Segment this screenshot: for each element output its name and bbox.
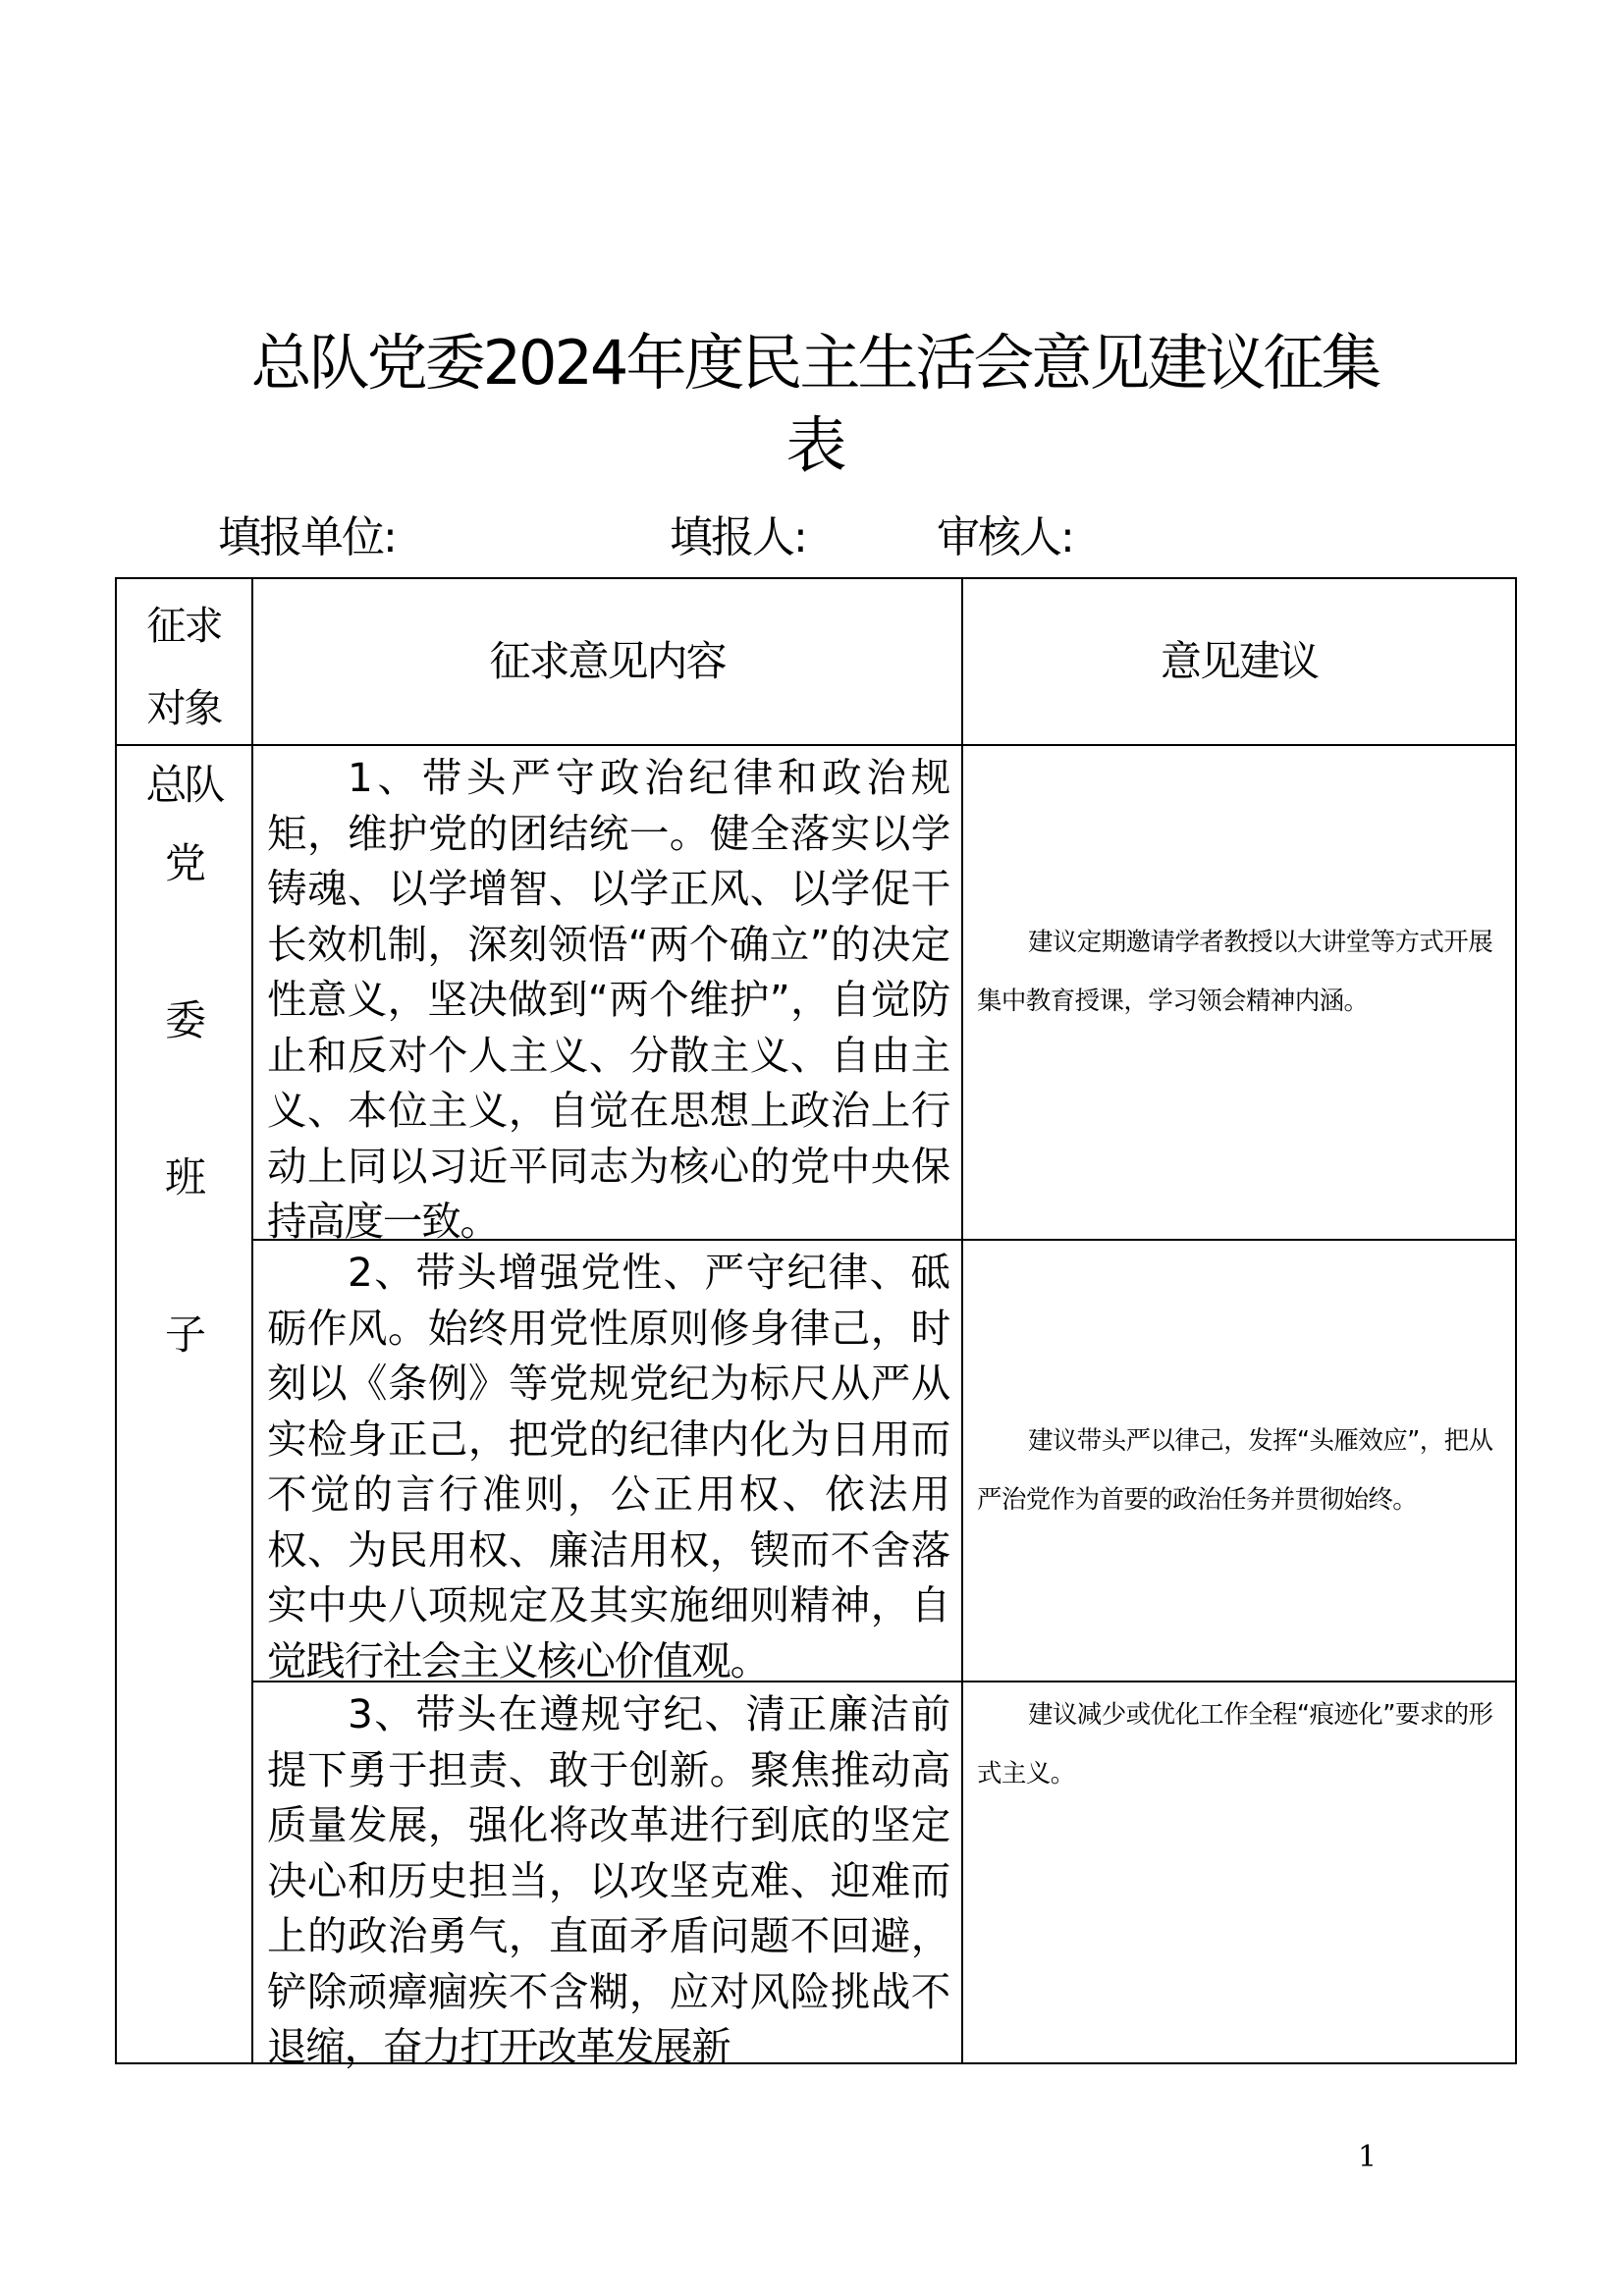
row-3-content-text: 3、带头在遵规守纪、清正廉洁前提下勇于担责、敢于创新。聚焦推动高质量发展，强化将改革进行到底的坚定决心和历史担当，以攻坚克难、迎难而上的政治勇气，直面矛盾问题不回避，铲除顽瘴痼疾不含糊，应对风险挑战不退缩，奋力打开改革发展新 — [267, 1690, 949, 2070]
target-text-4: 班 — [164, 1153, 203, 1201]
header-target-line-2: 对象 — [146, 686, 222, 731]
header-target-cell — [115, 577, 253, 746]
page-title-line-1: 总队党委2024年度民主生活会意见建议征集 — [250, 327, 1380, 399]
target-text-5: 子 — [164, 1310, 203, 1359]
row-1-suggestion-text: 建议定期邀请学者教授以大讲堂等方式开展集中教育授课，学习领会精神内涵。 — [977, 928, 1493, 1016]
target-text-3: 委 — [164, 996, 203, 1044]
reporting-unit-label: 填报单位: — [218, 512, 396, 562]
target-cell — [115, 744, 253, 2064]
page-number: 1 — [1358, 2140, 1378, 2174]
reviewer-label: 审核人: — [937, 512, 1073, 562]
page-title-line-2: 表 — [785, 409, 844, 481]
header-content-label: 征求意见内容 — [489, 637, 726, 685]
table-row-1-suggestion — [961, 744, 1517, 1241]
header-target-line-1: 征求 — [146, 604, 222, 649]
header-suggestion-cell — [961, 577, 1517, 746]
table-row-2-content — [251, 1239, 963, 1682]
table-row-1-content — [251, 744, 963, 1245]
target-text-1: 总队 — [145, 761, 223, 809]
table-row-3-suggestion — [961, 1681, 1517, 2064]
row-1-content-text: 1、带头严守政治纪律和政治规矩，维护党的团结统一。健全落实以学铸魂、以学增智、以学正风、以学促干长效机制，深刻领悟“两个确立”的决定性意义，坚决做到“两个维护”，自觉防止和反对个人主义、分散主义、自由主义、本位主义，自觉在思想上政治上行动上同以习近平同志为核心的党中央保持高度一致。 — [267, 754, 949, 1245]
reporter-label: 填报人: — [670, 512, 806, 562]
page-title — [196, 322, 1434, 487]
row-3-suggestion-text: 建议减少或优化工作全程“痕迹化”要求的形式主义。 — [977, 1700, 1493, 1789]
table-row-3-content — [251, 1681, 963, 2070]
row-2-suggestion-text: 建议带头严以律己，发挥“头雁效应”，把从严治党作为首要的政治任务并贯彻始终。 — [977, 1426, 1493, 1515]
header-suggestion-label: 意见建议 — [1160, 637, 1318, 685]
suggestion-table — [115, 577, 1517, 2070]
row-2-content-text: 2、带头增强党性、严守纪律、砥砺作风。始终用党性原则修身律己，时刻以《条例》等党规党纪为标尺从严从实检身正己，把党的纪律内化为日用而不觉的言行准则，公正用权、依法用权、为民用权、廉洁用权，锲而不舍落实中央八项规定及其实施细则精神，自觉践行社会主义核心价值观。 — [267, 1249, 949, 1684]
table-row-2-suggestion — [961, 1239, 1517, 1682]
target-text-2: 党 — [164, 839, 203, 887]
header-content-cell — [251, 577, 963, 746]
